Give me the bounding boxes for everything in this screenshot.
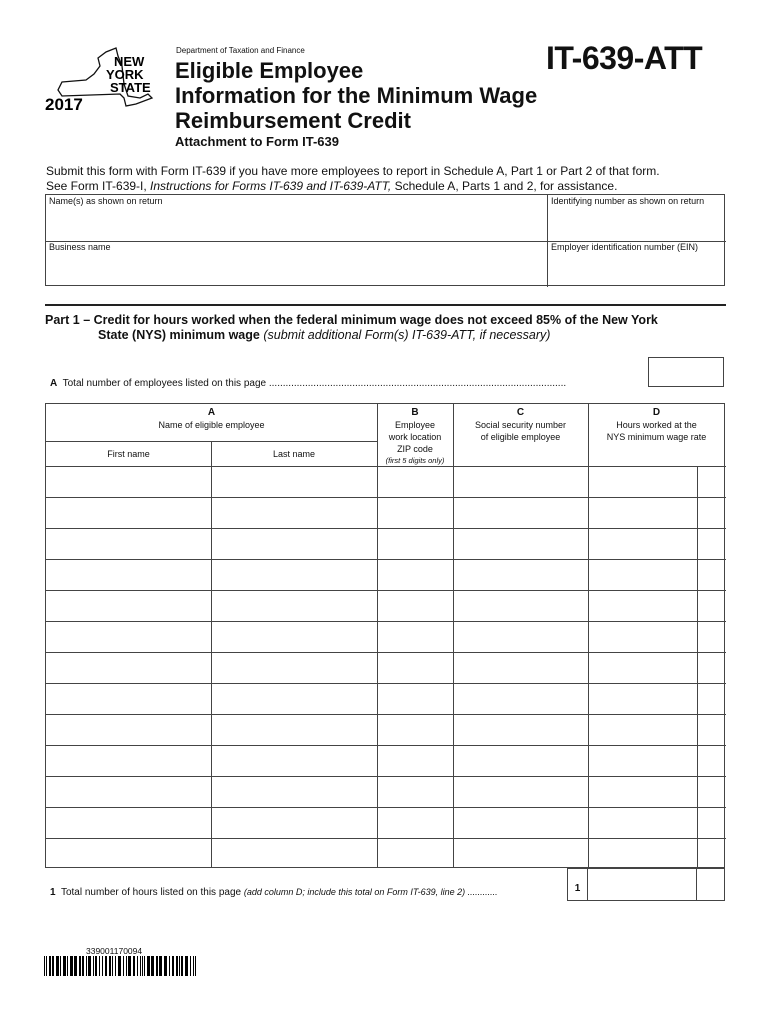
column-a-header (46, 406, 377, 431)
logo-text-new: NEW (114, 54, 145, 69)
last-name-cell[interactable] (212, 498, 377, 528)
barcode-bar (86, 956, 87, 976)
barcode-bar (128, 956, 131, 976)
barcode-bar (164, 956, 167, 976)
barcode-bar (142, 956, 143, 976)
last-name-cell[interactable] (212, 715, 377, 745)
last-name-cell[interactable] (212, 808, 377, 838)
intro-line-2-post: Schedule A, Parts 1 and 2, for assistance. (391, 179, 618, 193)
logo-text-state: STATE (110, 80, 151, 95)
barcode-bar (126, 956, 127, 976)
barcode-bar (190, 956, 191, 976)
ssn-cell[interactable] (454, 622, 588, 652)
line-1-total-hours-field[interactable] (588, 868, 725, 901)
hours-cell[interactable] (589, 560, 697, 590)
title-line-2: Information for the Minimum Wage (175, 83, 538, 108)
barcode-bar (195, 956, 196, 976)
ssn-cell[interactable] (454, 808, 588, 838)
barcode-bar (95, 956, 97, 976)
barcode-icon (44, 956, 196, 976)
section-divider (45, 304, 726, 306)
first-name-cell[interactable] (46, 808, 211, 838)
line-1-note: (add column D; include this total on Form IT-639, line 2) ............ (243, 887, 498, 897)
barcode-bar (88, 956, 91, 976)
column-b-line-2: work location (388, 432, 442, 442)
hours-cents-cell[interactable] (698, 746, 725, 776)
column-d-line-2: NYS minimum wage rate (606, 432, 707, 442)
business-name-field[interactable] (46, 253, 547, 286)
first-name-cell[interactable] (46, 560, 211, 590)
ssn-cell[interactable] (454, 777, 588, 807)
barcode-bar (115, 956, 116, 976)
barcode-bar (56, 956, 59, 976)
first-name-cell[interactable] (46, 839, 211, 869)
column-a-label: Name of eligible employee (158, 420, 265, 430)
hours-cell[interactable] (589, 839, 697, 869)
barcode-bar (70, 956, 73, 976)
last-name-cell[interactable] (212, 529, 377, 559)
taxpayer-info-box (45, 194, 725, 286)
column-a-letter: A (207, 407, 216, 418)
barcode-bar (74, 956, 77, 976)
ein-field[interactable] (548, 253, 726, 286)
zip-code-cell[interactable] (378, 777, 453, 807)
hours-cell[interactable] (589, 746, 697, 776)
barcode-bar (193, 956, 194, 976)
last-name-cell[interactable] (212, 560, 377, 590)
new-york-state-map-icon (40, 44, 158, 116)
nys-logo (40, 44, 158, 116)
column-b-note: (first 5 digits only) (385, 456, 445, 465)
intro-line-2 (46, 179, 736, 194)
hours-cents-cell[interactable] (698, 839, 725, 869)
hours-cell[interactable] (589, 529, 697, 559)
barcode-bar (151, 956, 154, 976)
id-number-field[interactable] (548, 207, 726, 241)
barcode-bar (99, 956, 100, 976)
barcode-bar (102, 956, 103, 976)
part1-heading (45, 313, 735, 343)
ssn-cell[interactable] (454, 467, 588, 497)
first-name-cell[interactable] (46, 715, 211, 745)
column-b-line-1: Employee (394, 420, 436, 430)
last-name-cell[interactable] (212, 591, 377, 621)
barcode-bar (118, 956, 121, 976)
first-name-cell[interactable] (46, 746, 211, 776)
barcode-bar (46, 956, 47, 976)
first-name-cell[interactable] (46, 467, 211, 497)
barcode-number: 339001170094 (86, 946, 143, 956)
intro-line-2-pre: See Form IT-639-I, (46, 179, 151, 193)
ssn-cell[interactable] (454, 560, 588, 590)
barcode-bar (82, 956, 84, 976)
barcode-bar (123, 956, 124, 976)
barcode-bar (63, 956, 66, 976)
tax-year: 2017 (45, 95, 83, 114)
line-1 (50, 887, 498, 898)
barcode-bar (181, 956, 183, 976)
barcode-bar (179, 956, 180, 976)
column-d-header (588, 406, 725, 443)
hours-cell[interactable] (589, 622, 697, 652)
line-1-number: 1 (50, 887, 56, 898)
hours-cents-cell[interactable] (698, 777, 725, 807)
first-name-cell[interactable] (46, 498, 211, 528)
zip-code-cell[interactable] (378, 839, 453, 869)
zip-code-cell[interactable] (378, 715, 453, 745)
hours-cents-cell[interactable] (698, 715, 725, 745)
hours-cell[interactable] (589, 498, 697, 528)
ssn-cell[interactable] (454, 498, 588, 528)
column-b-header (377, 406, 453, 467)
barcode-bar (60, 956, 61, 976)
ssn-cell[interactable] (454, 529, 588, 559)
hours-cents-cell[interactable] (698, 808, 725, 838)
zip-code-cell[interactable] (378, 653, 453, 683)
zip-code-cell[interactable] (378, 746, 453, 776)
hours-cents-cell[interactable] (698, 467, 725, 497)
column-b-line-3: ZIP code (397, 444, 433, 454)
ssn-cell[interactable] (454, 715, 588, 745)
line-a (50, 378, 566, 389)
department-name: Department of Taxation and Finance (176, 46, 305, 55)
form-title (175, 58, 575, 133)
zip-code-cell[interactable] (378, 622, 453, 652)
hours-cents-cell[interactable] (698, 622, 725, 652)
hours-cell[interactable] (589, 467, 697, 497)
barcode-bar (159, 956, 162, 976)
barcode-bar (52, 956, 54, 976)
last-name-cell[interactable] (212, 777, 377, 807)
barcode-bar (112, 956, 113, 976)
column-c-letter: C (516, 407, 525, 418)
barcode-bar (49, 956, 51, 976)
hours-cents-cell[interactable] (698, 591, 725, 621)
zip-code-cell[interactable] (378, 529, 453, 559)
ssn-cell[interactable] (454, 746, 588, 776)
intro-line-1: Submit this form with Form IT-639 if you have more employees to report in Schedule A, Part 1 or Part 2 of that form. (46, 164, 660, 178)
ssn-cell[interactable] (454, 839, 588, 869)
intro-text (46, 164, 736, 194)
hours-cents-cell[interactable] (698, 560, 725, 590)
zip-code-cell[interactable] (378, 560, 453, 590)
barcode-bar (93, 956, 94, 976)
first-name-cell[interactable] (46, 684, 211, 714)
part1-heading-line-2 (45, 328, 735, 343)
zip-code-cell[interactable] (378, 498, 453, 528)
barcode-bar (137, 956, 138, 976)
ssn-cell[interactable] (454, 653, 588, 683)
barcode-bar (67, 956, 68, 976)
zip-code-cell[interactable] (378, 808, 453, 838)
hours-cell[interactable] (589, 808, 697, 838)
line-1-box-label: 1 (567, 868, 588, 901)
first-name-cell[interactable] (46, 653, 211, 683)
hours-cell[interactable] (589, 777, 697, 807)
names-field-label: Name(s) as shown on return (49, 196, 163, 206)
barcode-bar (176, 956, 178, 976)
line-a-letter: A (50, 378, 58, 389)
barcode-bar (172, 956, 174, 976)
first-name-cell[interactable] (46, 777, 211, 807)
first-name-cell[interactable] (46, 529, 211, 559)
header-divider (46, 441, 377, 442)
last-name-header: Last name (272, 449, 316, 459)
zip-code-cell[interactable] (378, 684, 453, 714)
last-name-cell[interactable] (212, 839, 377, 869)
hours-cents-cell[interactable] (698, 529, 725, 559)
id-number-field-label: Identifying number as shown on return (551, 196, 705, 206)
zip-code-cell[interactable] (378, 591, 453, 621)
hours-cents-cell[interactable] (698, 653, 725, 683)
barcode-bar (147, 956, 150, 976)
ssn-cell[interactable] (454, 591, 588, 621)
first-name-header: First name (107, 449, 150, 459)
title-line-3: Reimbursement Credit (175, 108, 411, 133)
hours-cell[interactable] (589, 715, 697, 745)
barcode-bar (105, 956, 107, 976)
barcode-bar (79, 956, 81, 976)
hours-cents-cell[interactable] (698, 498, 725, 528)
names-field[interactable] (46, 207, 547, 241)
employee-table (45, 403, 725, 868)
part1-heading-note: (submit additional Form(s) IT-639-ATT, if necessary) (263, 328, 551, 342)
first-name-cell[interactable] (46, 591, 211, 621)
form-subtitle: Attachment to Form IT-639 (175, 134, 339, 149)
form-id: IT-639-ATT (546, 40, 703, 76)
hours-cell[interactable] (589, 591, 697, 621)
last-name-cell[interactable] (212, 746, 377, 776)
part1-heading-line-1: Part 1 – Credit for hours worked when the federal minimum wage does not exceed 85% of the New York (45, 313, 658, 327)
last-name-cell[interactable] (212, 653, 377, 683)
column-c-line-1: Social security number (474, 420, 567, 430)
column-b-letter: B (411, 407, 419, 418)
ein-field-label: Employer identification number (EIN) (551, 242, 699, 252)
barcode-bar (185, 956, 188, 976)
first-name-cell[interactable] (46, 622, 211, 652)
zip-code-cell[interactable] (378, 467, 453, 497)
barcode-bar (133, 956, 135, 976)
barcode-bar (140, 956, 141, 976)
last-name-cell[interactable] (212, 467, 377, 497)
business-name-field-label: Business name (49, 242, 111, 252)
last-name-cell[interactable] (212, 684, 377, 714)
title-line-1: Eligible Employee (175, 58, 364, 83)
line-a-total-employees-field[interactable] (648, 357, 724, 387)
logo-text-york: YORK (106, 67, 144, 82)
column-d-line-1: Hours worked at the (616, 420, 697, 430)
hours-cell[interactable] (589, 653, 697, 683)
line-1-text: Total number of hours listed on this page (60, 887, 244, 898)
barcode-bar (144, 956, 145, 976)
barcode-bar (109, 956, 111, 976)
hours-cell[interactable] (589, 684, 697, 714)
part1-heading-line-2-text: State (NYS) minimum wage (98, 328, 260, 342)
barcode-bar (44, 956, 45, 976)
column-d-letter: D (652, 407, 661, 418)
cents-divider (696, 869, 697, 901)
barcode-bar (156, 956, 158, 976)
column-c-header (453, 406, 588, 443)
barcode (44, 956, 196, 976)
hours-cents-cell[interactable] (698, 684, 725, 714)
barcode-bar (169, 956, 170, 976)
ssn-cell[interactable] (454, 684, 588, 714)
intro-instructions-title: Instructions for Forms IT-639 and IT-639-ATT, (150, 179, 392, 193)
last-name-cell[interactable] (212, 622, 377, 652)
column-c-line-2: of eligible employee (480, 432, 561, 442)
line-a-text: Total number of employees listed on this page ........................................................................................................... (62, 378, 567, 389)
